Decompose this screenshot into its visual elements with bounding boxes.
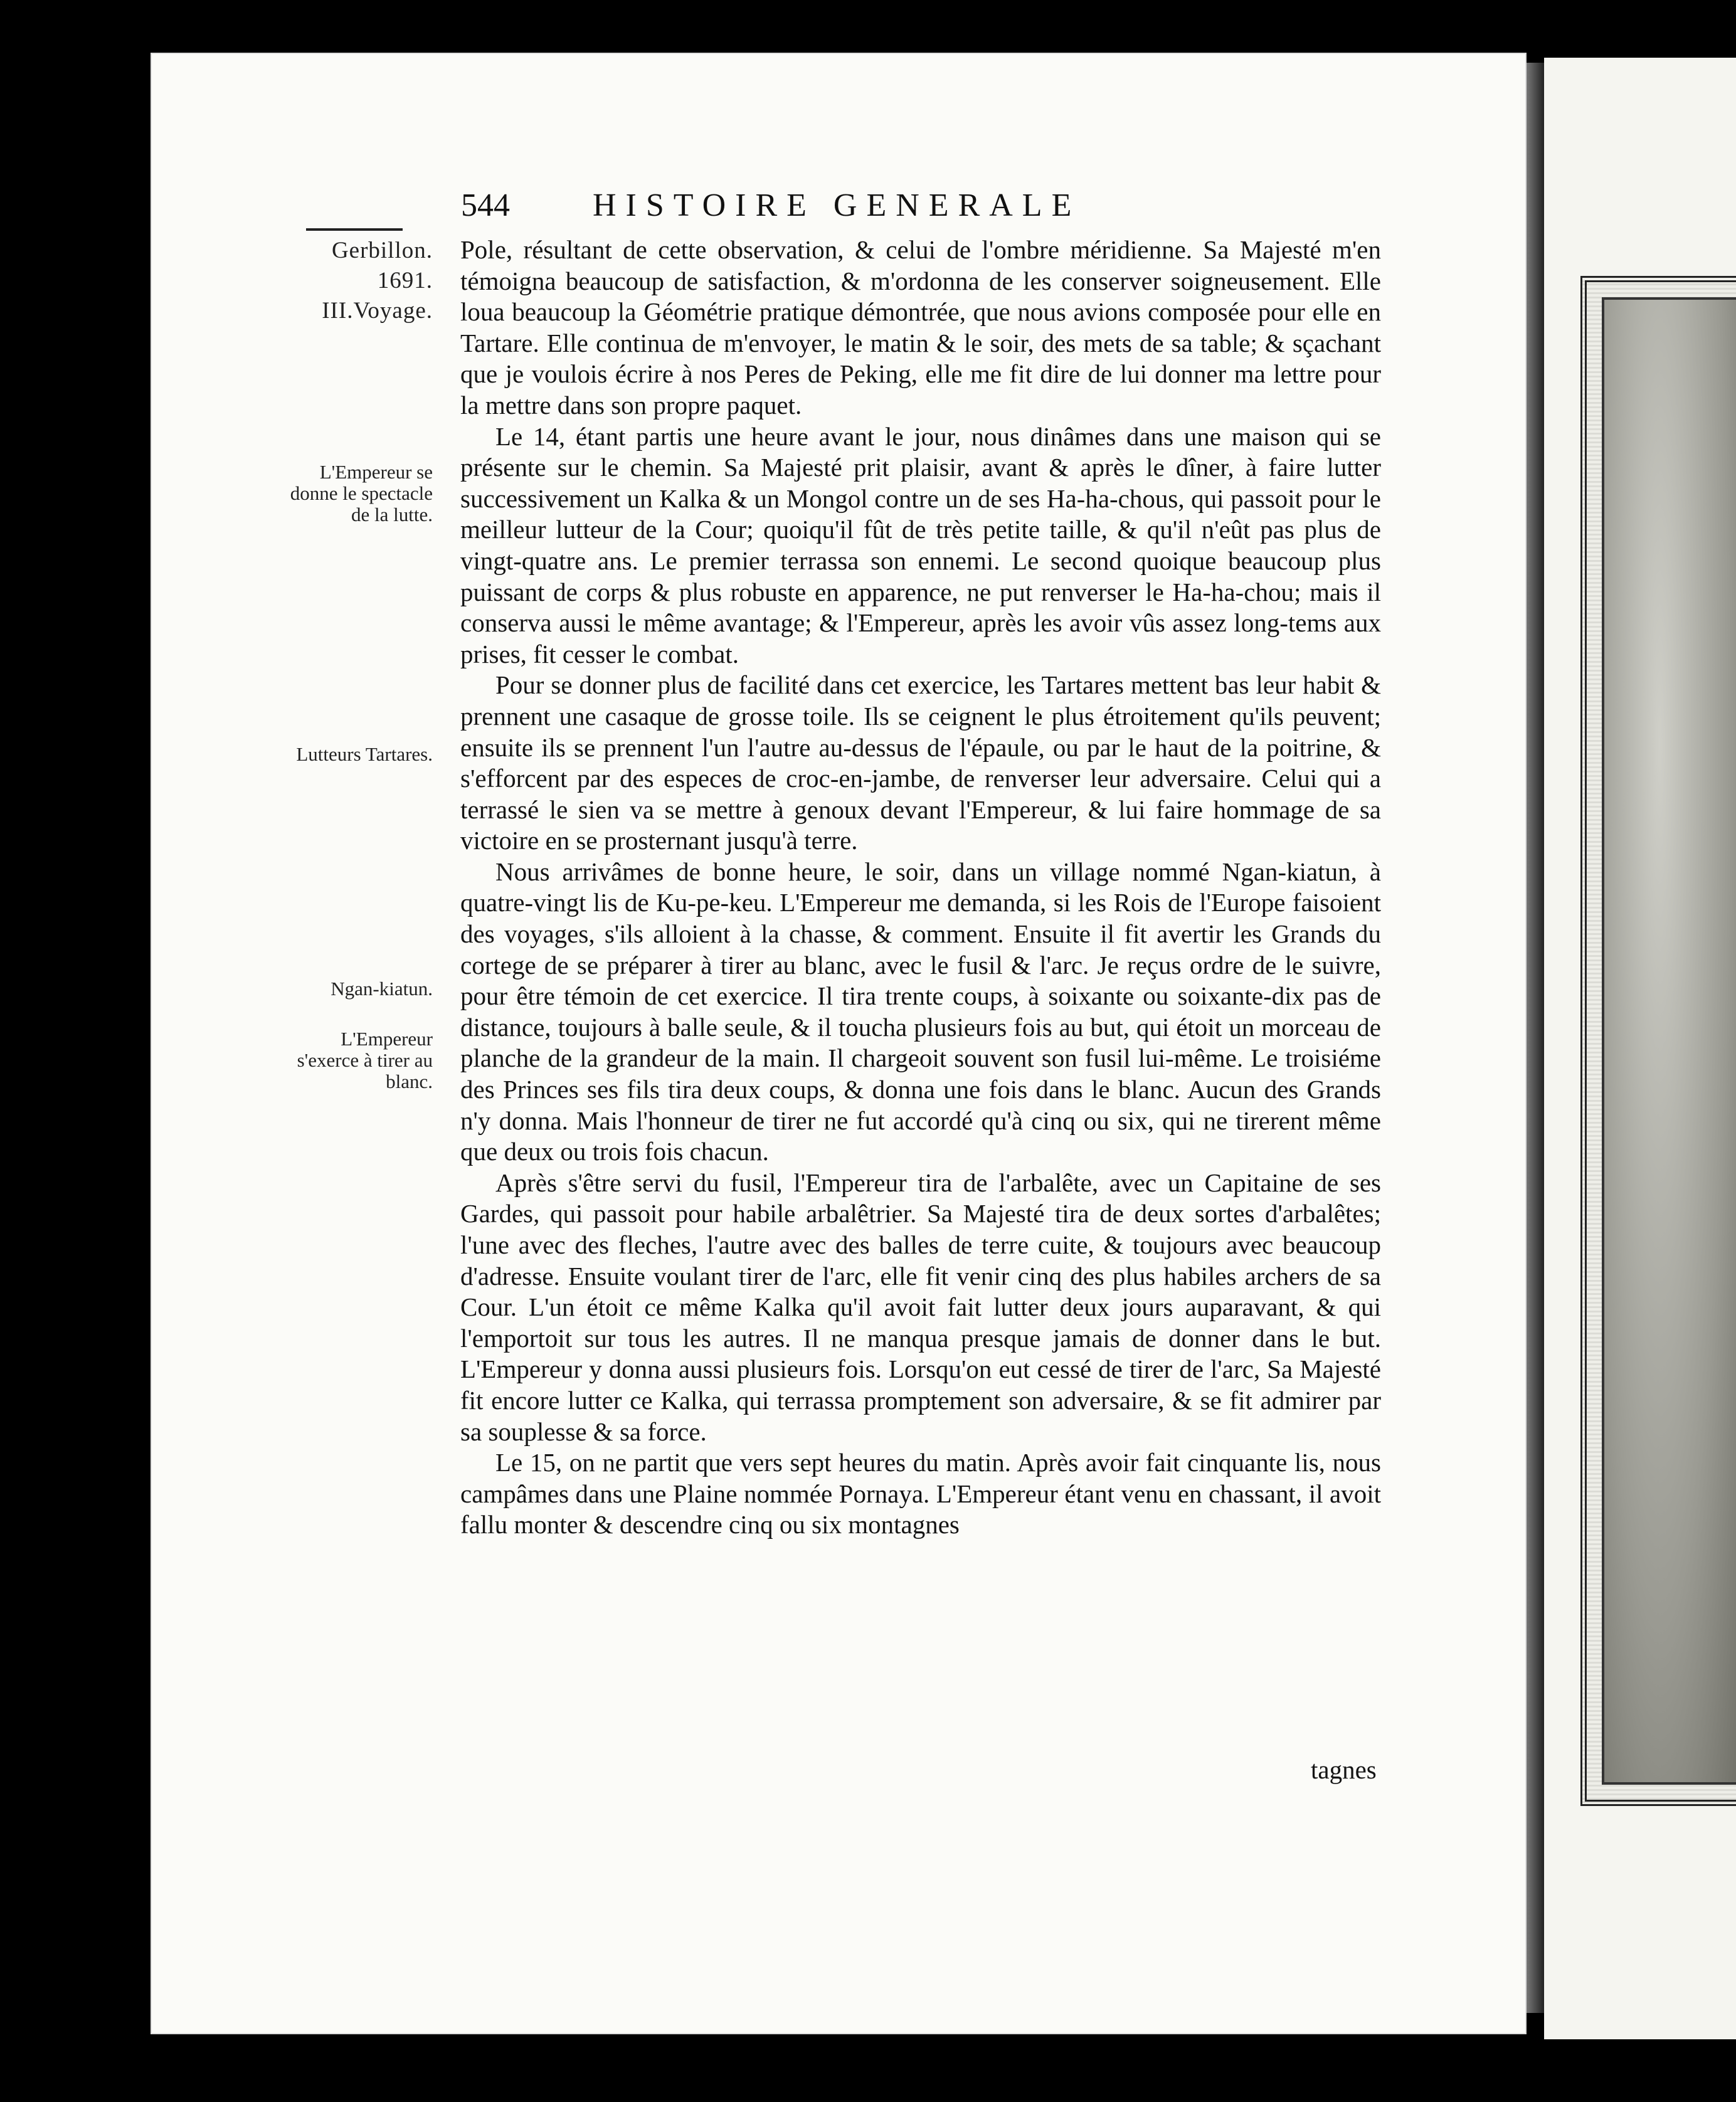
paragraph-5: Après s'être servi du fusil, l'Empereur tira de l'arbalête, avec un Capitaine de ses Gardes, qui passoit pour habile arbalêtrier. Sa Majesté tira de deux sortes d'arbalêtes; l'une avec des fleches, l'autre avec des balles de terre cuite, & toujours avec beaucoup d'adresse. Ensuite voulant tirer de l'arc, elle fit venir cinq des plus habiles archers de sa Cour. L'un étoit ce même Kalka qu'il avoit fait lutter deux jours auparavant, & qui l'emportoit sur tous les autres. Il ne manqua presque jamais de donner dans le but. L'Empereur y donna aussi plusieurs fois. Lorsqu'on eut cessé de tirer de l'arc, Sa Majesté fit encore lutter ce Kalka, qui terrassa promptement son adversaire, & se fit admirer par sa souplesse & sa force. xyxy=(460,1168,1381,1446)
margin-note-spectacle: L'Empereur se donne le spectacle de la lutte. xyxy=(290,461,433,526)
plate-engraving xyxy=(1602,297,1736,1785)
engraved-plate-illustration xyxy=(1580,276,1736,1806)
margin-note-author: Gerbillon. xyxy=(331,238,433,263)
margin-note-lutteurs: Lutteurs Tartares. xyxy=(296,743,433,765)
margin-note-voyage: III.Voyage. xyxy=(322,298,433,324)
catchword: tagnes xyxy=(1311,1755,1377,1784)
paragraph-3: Pour se donner plus de facilité dans cet exercice, les Tartares mettent bas leur habit & prennent une casaque de grosse toile. Ils se ceignent le plus étroitement qu'ils peuvent; ensuite ils se prennent l'un l'autre au-dessus de l'épaule, ou par le haut de la poitrine, & s'efforcent par des especes de croc-en-jambe, de renverser leur adversaire. Celui qui a terrassé le sien va se mettre à genoux devant l'Empereur, & lui faire hommage de sa victoire en se prosternant jusqu'à terre. xyxy=(460,670,1381,855)
paragraph-2: Le 14, étant partis une heure avant le jour, nous dinâmes dans une maison qui se présente sur le chemin. Sa Majesté prit plaisir, avant & après le dîner, à faire lutter successivement un Kalka & un Mongol contre un de ses Ha-ha-chous, qui passoit pour le meilleur lutteur de la Cour; quoiqu'il fût de très petite taille, & qu'il n'eût pas plus de vingt-quatre ans. Le premier terrassa son ennemi. Le second quoique beaucoup plus puissant de corps & plus robuste en apparence, ne put renverser le Ha-ha-chou; mais il conserva aussi le même avantage; & l'Empereur, après les avoir vûs assez long-tems aux prises, fit cesser le combat. xyxy=(460,421,1381,668)
margin-note-ngan-kiatun: Ngan-kiatun. xyxy=(331,978,433,1000)
paragraph-1: Pole, résultant de cette observation, & celui de l'ombre méridienne. Sa Majesté m'en témoigna beaucoup de satisfaction, & m'ordonna de les conserver soigneusement. Elle loua beaucoup la Géométrie pratique démontrée, que nous avions composée pour elle en Tartare. Elle continua de m'envoyer, le matin & le soir, des mets de sa table; & sçachant que je voulois écrire à nos Peres de Peking, elle me fit dire de lui donner ma lettre pour la mettre dans son propre paquet. xyxy=(460,235,1381,420)
page-header xyxy=(461,187,1232,226)
margin-rule xyxy=(306,228,403,231)
margin-note-exerce: L'Empereur s'exerce à tirer au blanc. xyxy=(297,1028,433,1092)
paragraph-6: Le 15, on ne partit que vers sept heures du matin. Après avoir fait cinquante lis, nous campâmes dans une Plaine nommée Pornaya. L'Empereur étant venu en chassant, il avoit fallu monter & descendre cinq ou six montagnes xyxy=(460,1448,1381,1540)
book-gutter xyxy=(1527,63,1544,2013)
paragraph-4: Nous arrivâmes de bonne heure, le soir, dans un village nommé Ngan-kiatun, à quatre-vingt lis de Ku-pe-keu. L'Empereur me demanda, si les Rois de l'Europe faisoient des voyages, s'ils alloient à la chasse, & comment. Ensuite il fit avertir les Grands du cortege de se préparer à tirer au blanc, avec le fusil & l'arc. Je reçus ordre de le suivre, pour être témoin de cet exercice. Il tira trente coups, à soixante ou soixante-dix pas de distance, toujours à balle seule, & il toucha plusieurs fois au but, qui étoit un morceau de planche de la grandeur de la main. Il chargeoit souvent son fusil lui-même. Le troisiéme des Princes ses fils tira deux coups, & donna une fois dans le blanc. Aucun des Grands n'y donna. Mais l'honneur de tirer ne fut accordé qu'à cinq ou six, qui ne tirerent même que deux ou trois fois chacun. xyxy=(460,857,1381,1166)
page-number: 544 xyxy=(461,187,510,223)
margin-note-year: 1691. xyxy=(377,268,433,293)
body-text xyxy=(460,235,1381,1541)
running-title: HISTOIRE GENERALE xyxy=(593,187,1081,223)
